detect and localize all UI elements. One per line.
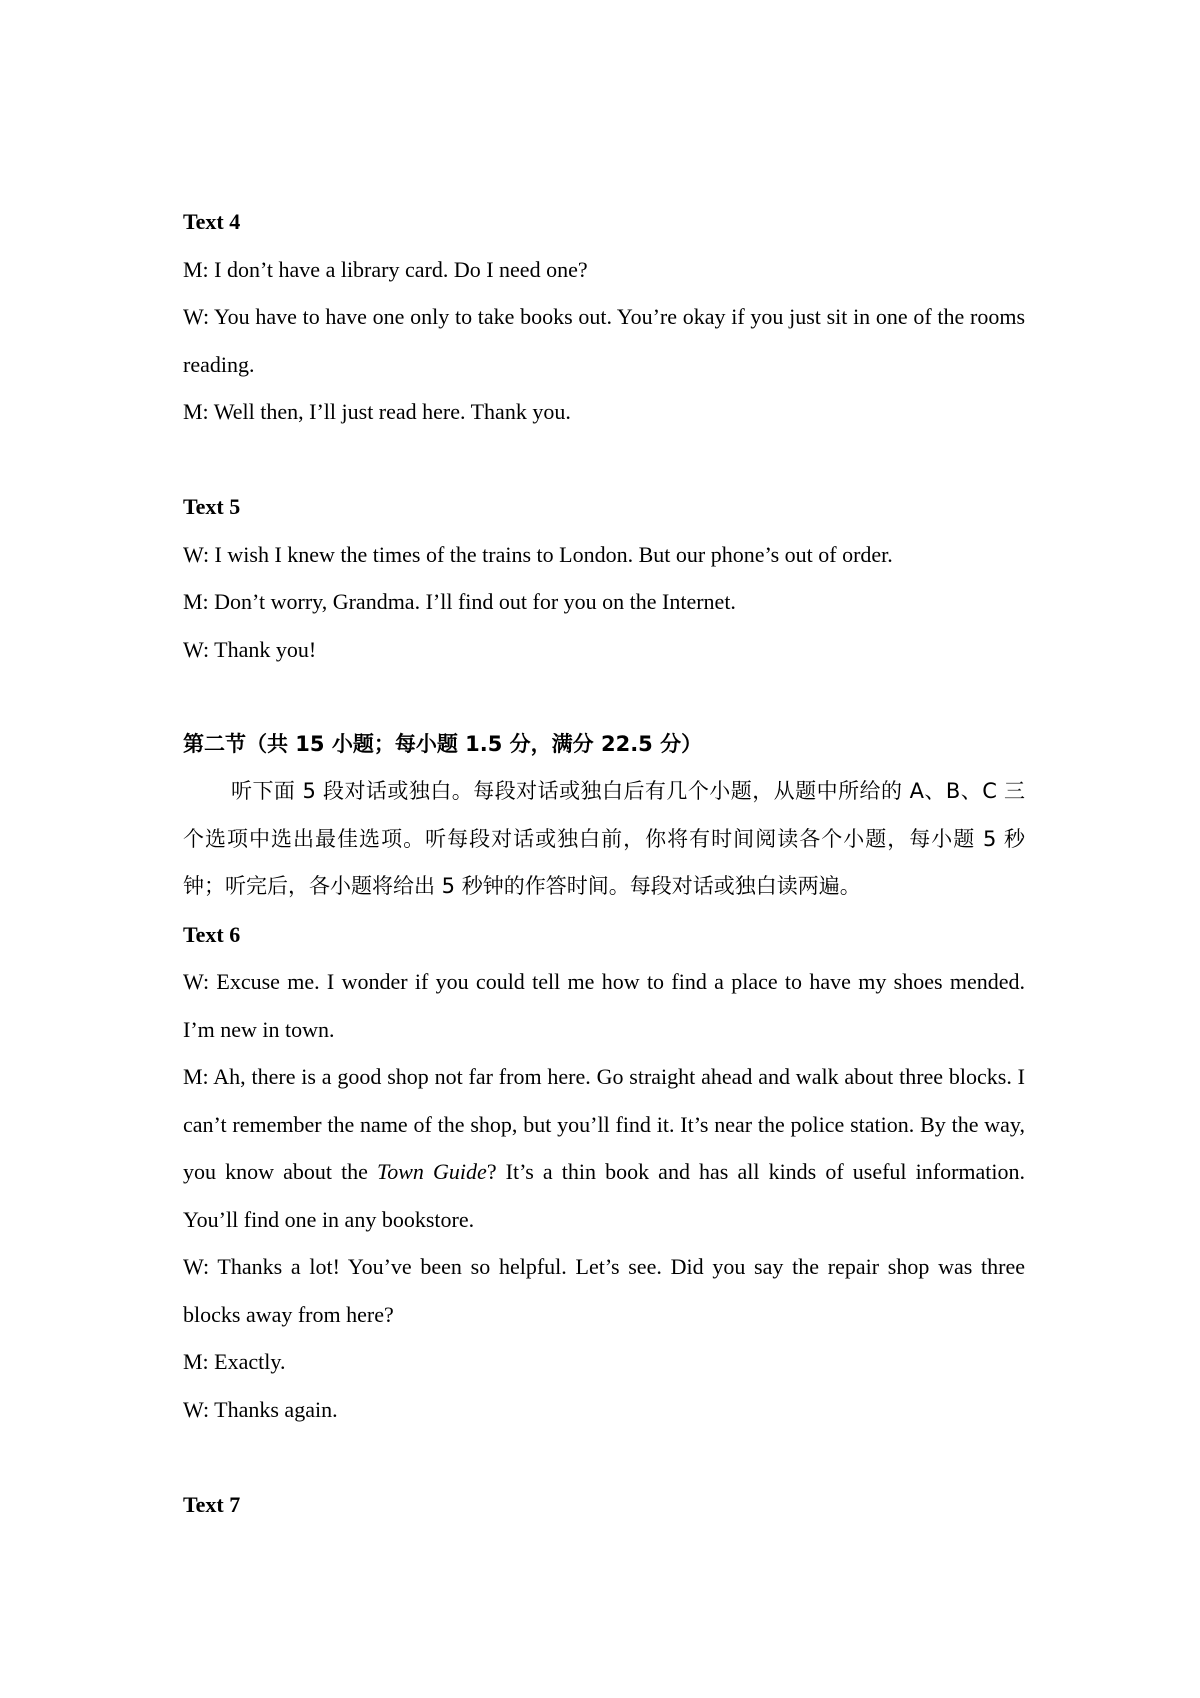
spacer <box>183 436 1025 484</box>
text4-line-2: W: You have to have one only to take books out. You’re okay if you just sit in one of the rooms reading. <box>183 304 1025 377</box>
spacer <box>183 673 1025 721</box>
section2-instructions: 听下面 5 段对话或独白。每段对话或独白后有几个小题，从题中所给的 A、B、C 三个选项中选出最佳选项。听每段对话或独白前，你将有时间阅读各个小题，每小题 5 秒钟；听完后，各小题将给出 5 秒钟的作答时间。每段对话或独白读两遍。 <box>183 779 1025 898</box>
text5-line-1: W: I wish I knew the times of the trains to London. But our phone’s out of order. <box>183 541 893 567</box>
text6-heading: Text 6 <box>183 921 241 947</box>
section2-heading: 第二节（共 15 小题；每小题 1.5 分，满分 22.5 分） <box>183 731 703 756</box>
text6-line-2 <box>183 1053 1025 1243</box>
text6-line-3: W: Thanks a lot! You’ve been so helpful. Let’s see. Did you say the repair shop was three blocks away from here? <box>183 1254 1025 1327</box>
text5-line-2: M: Don’t worry, Grandma. I’ll find out for you on the Internet. <box>183 589 736 614</box>
text4-line-1: M: I don’t have a library card. Do I need one? <box>183 256 588 282</box>
text5-heading: Text 5 <box>183 494 241 519</box>
text4-line-3: M: Well then, I’ll just read here. Thank you. <box>183 399 571 424</box>
spacer <box>183 1433 1025 1481</box>
text6-line-1: W: Excuse me. I wonder if you could tell me how to find a place to have my shoes mended. I’m new in town. <box>183 969 1025 1042</box>
text5-line-3: W: Thank you! <box>183 636 317 662</box>
town-guide-title: Town Guide <box>377 1159 487 1184</box>
text6-line-2-part-2: ? It’s a thin book and has all kinds of useful information. You’ll find one in any bookstore. <box>183 1159 1025 1232</box>
text6-line-2-part-1: M: Ah, there is a good shop not far from here. Go straight ahead and walk about three blocks. I can’t remember the name of the shop, but you’ll find it. It’s near the police station. By the way, you know about the <box>183 1064 1025 1184</box>
text7-heading: Text 7 <box>183 1491 241 1517</box>
document-page <box>183 198 1025 1528</box>
text6-line-4: M: Exactly. <box>183 1349 286 1374</box>
text6-line-5: W: Thanks again. <box>183 1396 338 1422</box>
text4-heading: Text 4 <box>183 209 241 234</box>
